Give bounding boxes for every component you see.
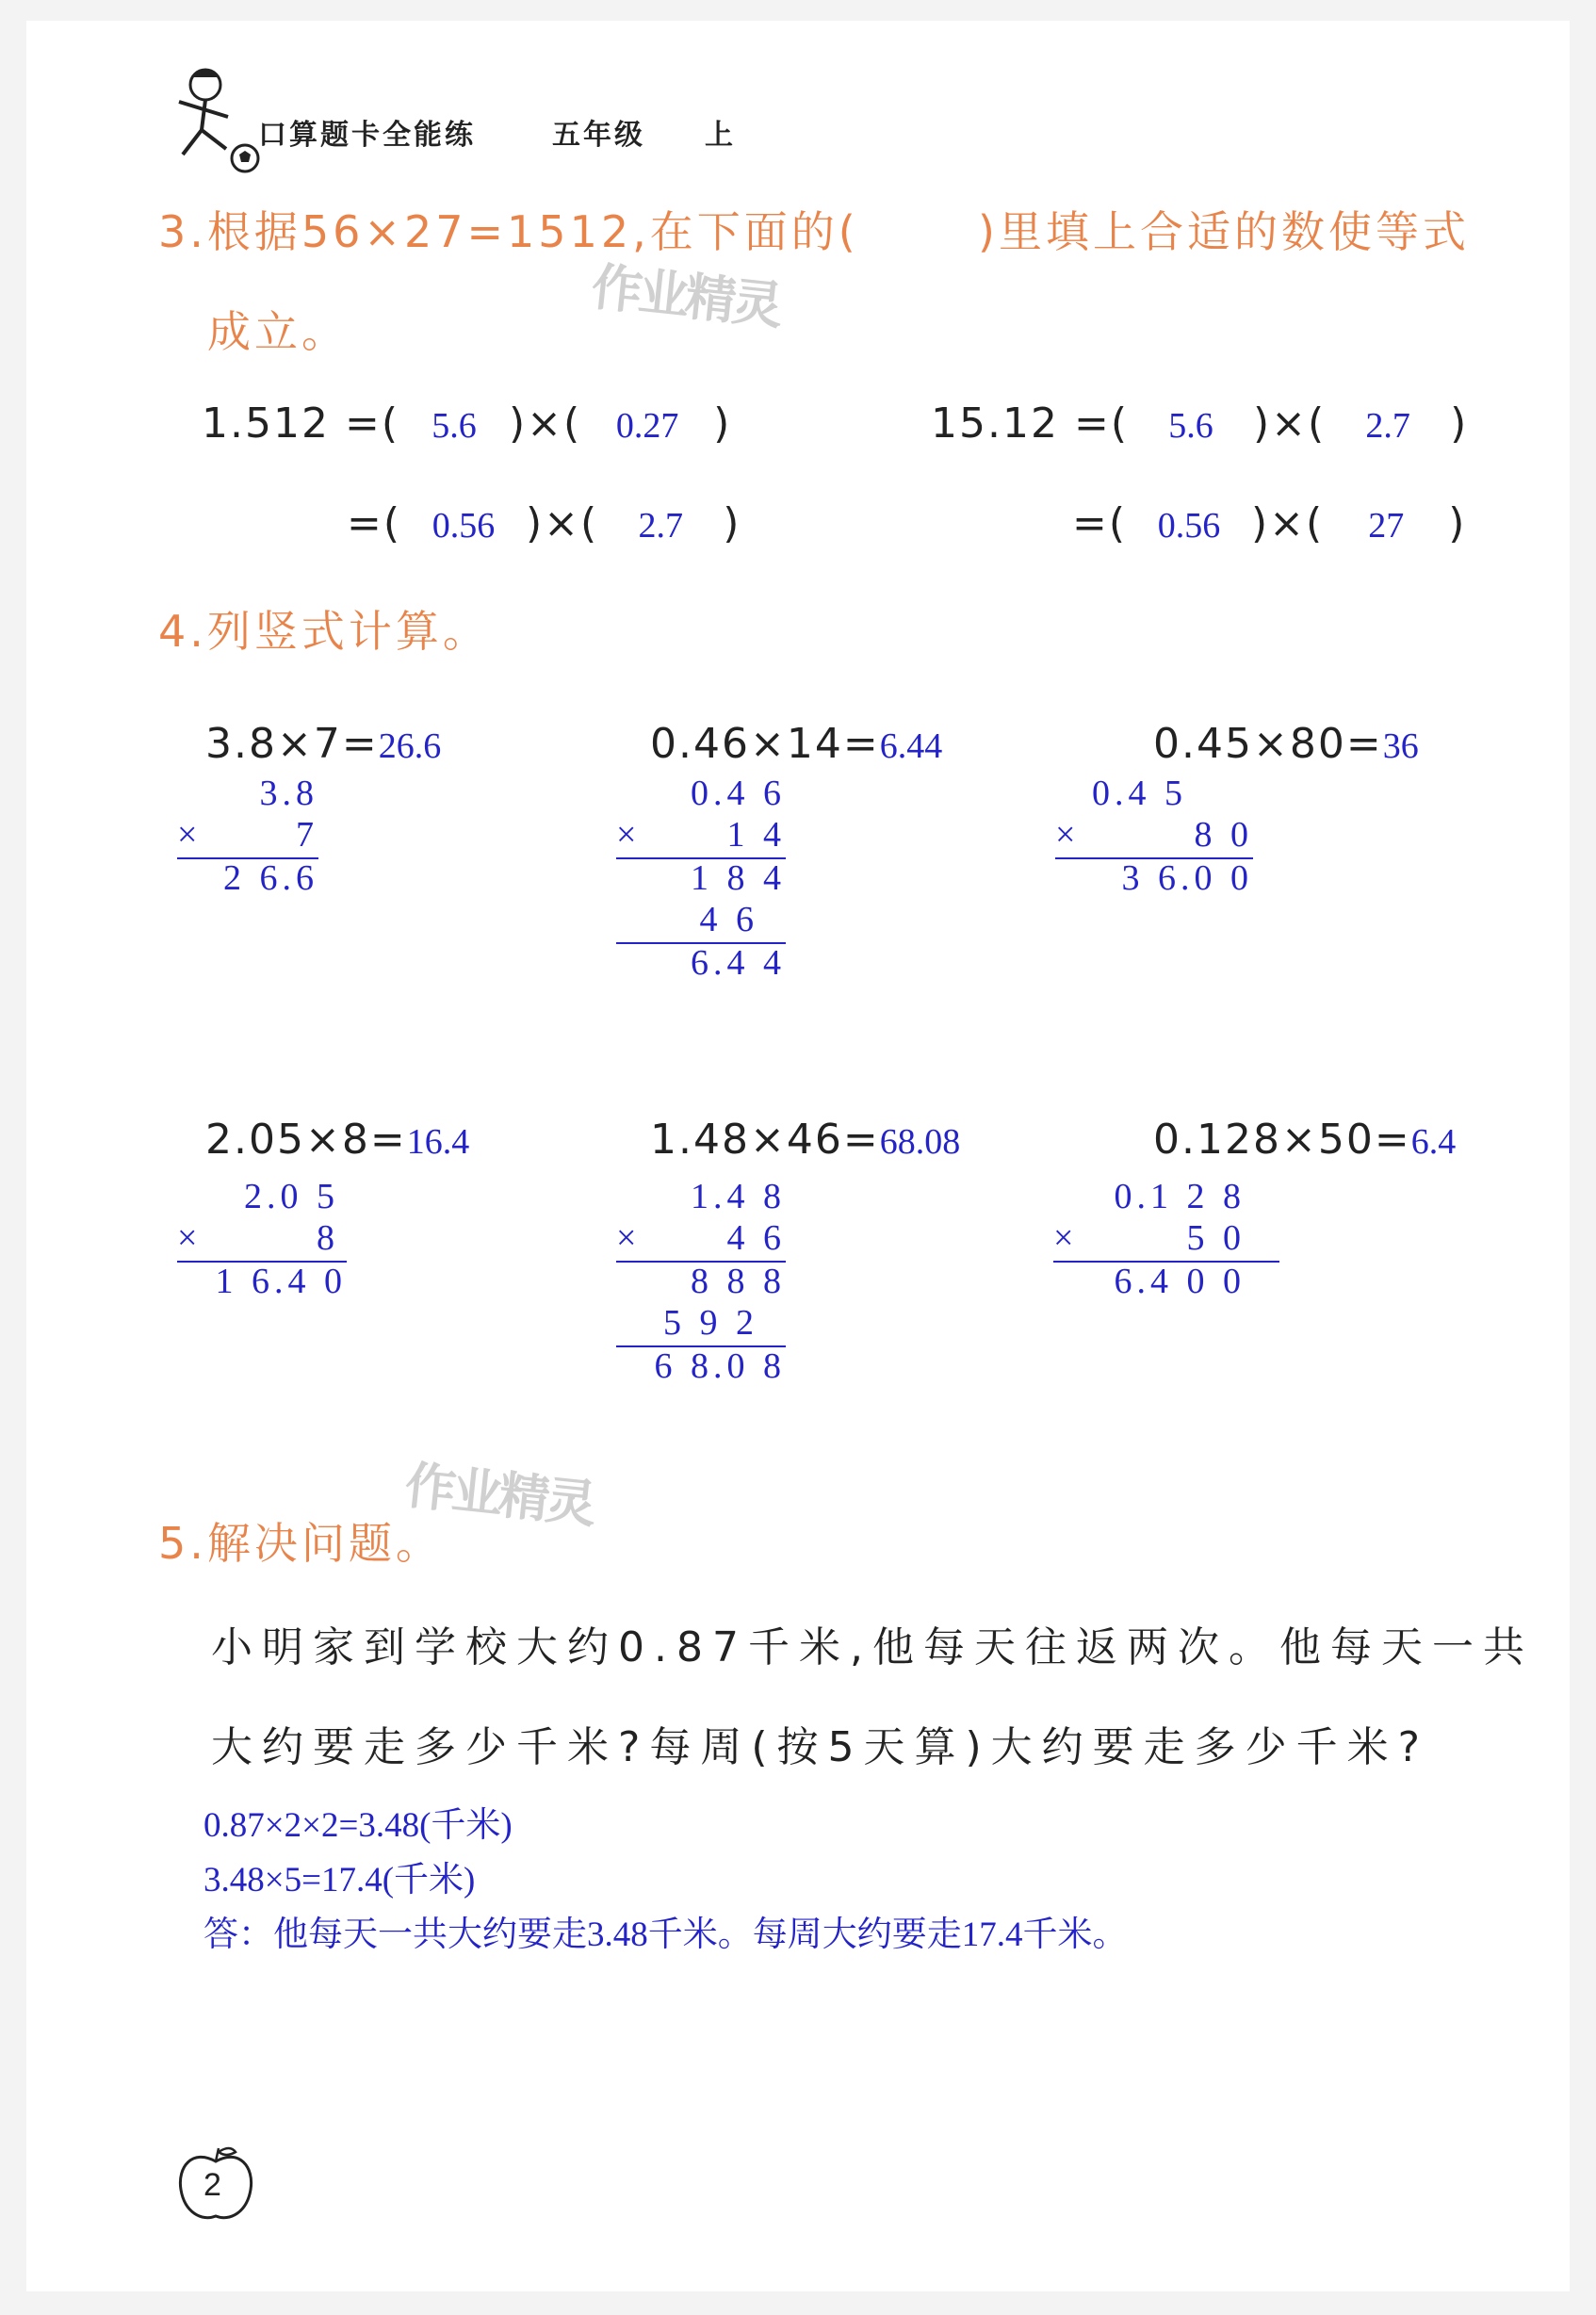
vc-times-sign: × — [177, 1218, 198, 1258]
q4-p1-expr: 3.8×7=26.6 — [205, 720, 442, 768]
q4-p5-expr: 1.48×46=68.08 — [650, 1116, 961, 1164]
q3-right-row1-answer2: 2.7 — [1365, 406, 1410, 446]
q4-p6-answer: 6.4 — [1410, 1122, 1457, 1162]
q3-left-row1-answer1: 5.6 — [432, 406, 477, 446]
q4-p2-vertical — [616, 773, 786, 989]
watermark: 作业精灵 — [588, 256, 783, 336]
q3-right-row2-answer1: 0.56 — [1157, 506, 1221, 546]
vc-result: 1 6.4 0 — [215, 1262, 347, 1301]
header-volume: 上 — [705, 119, 736, 152]
vc-partial-2: 4 6 — [699, 900, 786, 939]
q3-right-row1-answer1: 5.6 — [1168, 406, 1213, 446]
q3-title-part1: 3.根据56×27=1512,在下面的( — [158, 206, 859, 257]
q5-solution-answer: 答：他每天一共大约要走3.48千米。每周大约要走17.4千米。 — [204, 1916, 1128, 1954]
vc-top: 2.0 5 — [244, 1177, 339, 1216]
watermark: 作业精灵 — [401, 1455, 596, 1535]
boy-kicking-ball-icon — [151, 64, 264, 177]
vc-times-sign: × — [616, 1218, 637, 1258]
q4-p4-expr: 2.05×8=16.4 — [205, 1116, 470, 1164]
q3-title-part2: )里填上合适的数使等式 — [978, 206, 1470, 257]
vc-result: 6.4 0 0 — [1114, 1262, 1246, 1301]
vc-times-sign: × — [1055, 815, 1076, 855]
worksheet-page — [26, 21, 1570, 2291]
q5-solution-line2: 3.48×5=17.4(千米) — [204, 1861, 476, 1899]
vc-top: 3.8 — [259, 774, 318, 813]
vc-times-sign: × — [1053, 1218, 1074, 1258]
q4-p5-vertical — [616, 1176, 786, 1393]
vc-multiplier: 8 0 — [1194, 815, 1253, 855]
vc-result: 6.4 4 — [691, 943, 786, 983]
page-number: 2 — [204, 2167, 221, 2203]
vc-partial-1: 1 8 4 — [691, 858, 786, 898]
vc-times-sign: × — [177, 815, 198, 855]
header-title: 口算题卡全能练 — [258, 119, 476, 152]
q4-p4-answer: 16.4 — [406, 1122, 470, 1162]
vc-partial-2: 5 9 2 — [663, 1303, 786, 1343]
q3-left-row2: =( 0.56 )×( 2.7 ) — [347, 499, 741, 547]
q5-text-line2: 大约要走多少千米?每周(按5天算)大约要走多少千米? — [211, 1723, 1430, 1771]
q4-p6-vertical — [1053, 1176, 1279, 1301]
q3-right-row2-answer2: 27 — [1368, 506, 1405, 546]
vc-result: 6 8.0 8 — [654, 1346, 786, 1386]
q3-left-row2-answer1: 0.56 — [432, 506, 496, 546]
q4-p2-answer: 6.44 — [879, 726, 943, 766]
header-grade: 五年级 — [552, 119, 645, 152]
q4-p4-vertical — [177, 1176, 347, 1301]
q5-text-line1: 小明家到学校大约0.87千米,他每天往返两次。他每天一共 — [211, 1623, 1534, 1671]
q4-p3-expr: 0.45×80=36 — [1153, 720, 1419, 768]
q3-left-row1-answer2: 0.27 — [615, 406, 679, 446]
q4-p6-expr: 0.128×50=6.4 — [1153, 1116, 1457, 1164]
q4-p1-vertical — [177, 773, 318, 898]
q4-p2-expr: 0.46×14=6.44 — [650, 720, 943, 768]
vc-multiplier: 7 — [296, 815, 318, 855]
q4-title: 4.列竖式计算。 — [158, 606, 490, 657]
q3-right-row2: =( 0.56 )×( 27 ) — [1072, 499, 1467, 547]
q5-title: 5.解决问题。 — [158, 1518, 443, 1569]
vc-multiplier: 8 — [317, 1218, 339, 1258]
q5-solution-line1: 0.87×2×2=3.48(千米) — [204, 1806, 513, 1845]
q3-right-lhs: 15.12 — [931, 399, 1059, 448]
q3-right-row1: 15.12 =( 5.6 )×( 2.7 ) — [931, 399, 1469, 448]
vc-top: 1.4 8 — [691, 1177, 786, 1216]
q4-p3-vertical — [1055, 773, 1253, 898]
q4-p3-answer: 36 — [1382, 726, 1419, 766]
q3-left-row1: 1.512 =( 5.6 )×( 0.27 ) — [202, 399, 732, 448]
vc-times-sign: × — [616, 815, 637, 855]
vc-top: 0.4 5 — [1092, 774, 1187, 813]
q4-p1-answer: 26.6 — [378, 726, 442, 766]
vc-top: 0.4 6 — [691, 774, 786, 813]
vc-result: 2 6.6 — [223, 858, 318, 898]
vc-multiplier: 5 0 — [1186, 1218, 1246, 1258]
vc-multiplier: 4 6 — [726, 1218, 786, 1258]
vc-top: 0.1 2 8 — [1114, 1177, 1246, 1216]
vc-result: 3 6.0 0 — [1121, 858, 1253, 898]
q3-left-lhs: 1.512 — [202, 399, 330, 448]
vc-partial-1: 8 8 8 — [691, 1262, 786, 1301]
q4-p5-answer: 68.08 — [879, 1122, 961, 1162]
q3-left-row2-answer2: 2.7 — [638, 506, 683, 546]
q3-title-line2: 成立。 — [207, 306, 349, 357]
vc-multiplier: 1 4 — [726, 815, 786, 855]
